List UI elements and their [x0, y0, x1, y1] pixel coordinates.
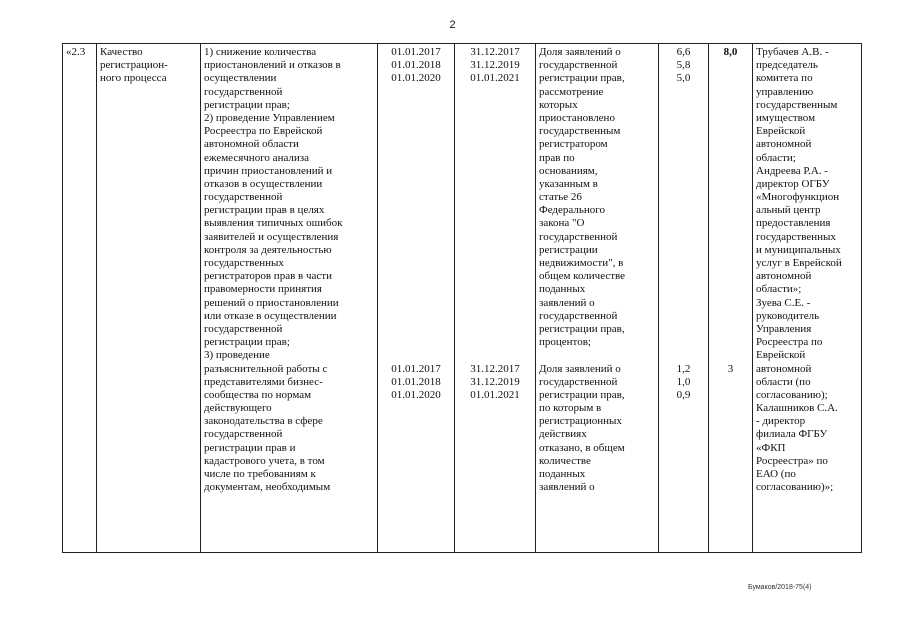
cell-line: общем количестве: [539, 270, 626, 283]
cell-line: 01.01.2018: [391, 59, 441, 72]
cell-line: [662, 349, 705, 362]
cell-line: 3) проведение: [204, 349, 270, 362]
cell-line: [712, 191, 749, 204]
cell-line: [712, 244, 749, 257]
cell-line: ного процесса: [100, 72, 167, 85]
cell-line: регистрации прав в целях: [204, 204, 325, 217]
cell-line: филиала ФГБУ: [756, 428, 828, 441]
cell-line: председатель: [756, 59, 818, 72]
cell-line: регистрационных: [539, 415, 622, 428]
cell-line: государственной: [539, 375, 618, 388]
cell-line: указанным в: [539, 177, 598, 190]
cell-line: контроля за деятельностью: [204, 243, 332, 256]
cell-line: разъяснительной работы с: [204, 362, 328, 375]
cell-line: [381, 165, 451, 178]
cell-line: 31.12.2017: [470, 46, 520, 58]
cell-line: [458, 349, 532, 362]
cell-line: [662, 125, 705, 138]
cell-line: [381, 336, 451, 349]
cell-line: Калашников С.А.: [756, 402, 838, 415]
cell-measure-name: [97, 44, 201, 553]
cell-line: [381, 349, 451, 362]
cell-line: заявлений о: [539, 296, 595, 309]
cell-line: [458, 336, 532, 349]
cell-line: «ФКП: [756, 441, 786, 454]
cell-line: [712, 310, 749, 323]
cell-line: 8,0: [723, 46, 738, 58]
cell-end-dates: [455, 44, 536, 553]
cell-line: регистрацион-: [100, 59, 168, 72]
cell-line: «Многофункцион: [756, 191, 840, 204]
cell-line: [662, 323, 705, 336]
cell-line: [662, 257, 705, 270]
cell-line: [381, 191, 451, 204]
cell-line: выявления типичных ошибок: [204, 217, 343, 230]
cell-line: Доля заявлений о: [539, 46, 621, 58]
cell-line: [662, 152, 705, 165]
cell-line: имуществом: [756, 111, 816, 124]
cell-line: [662, 191, 705, 204]
cell-line: регистраторов прав в части: [204, 270, 332, 283]
cell-line: государственной: [539, 230, 618, 243]
cell-line: [662, 283, 705, 296]
cell-line: [381, 138, 451, 151]
cell-line: 01.01.2021: [470, 72, 520, 85]
cell-line: автономной: [756, 138, 812, 151]
cell-line: [458, 204, 532, 217]
cell-line: прав по: [539, 151, 575, 164]
cell-line: регистрации прав;: [204, 336, 290, 349]
cell-line: приостановлений и отказов в: [204, 59, 341, 72]
cell-line: регистратором: [539, 138, 608, 151]
cell-actions: [201, 44, 378, 553]
cell-line: согласованию)»;: [756, 481, 834, 494]
cell-line: Качество: [100, 46, 143, 58]
cell-line: ежемесячного анализа: [204, 151, 310, 164]
cell-line: [712, 270, 749, 283]
cell-line: регистрации прав;: [204, 98, 290, 111]
cell-line: Федерального: [539, 204, 606, 217]
cell-line: [712, 72, 749, 85]
cell-line: [662, 297, 705, 310]
cell-line: [662, 86, 705, 99]
cell-line: [662, 310, 705, 323]
cell-line: [662, 138, 705, 151]
cell-line: «2.3: [66, 46, 86, 58]
cell-line: заявителей и осуществления: [204, 230, 339, 243]
cell-line: правомерности принятия: [204, 283, 322, 296]
cell-line: [712, 257, 749, 270]
cell-line: 1,0: [676, 375, 691, 388]
cell-line: Еврейской: [756, 349, 806, 362]
cell-line: государственной: [539, 59, 618, 72]
cell-line: [662, 217, 705, 230]
cell-line: [381, 178, 451, 191]
cell-line: [662, 112, 705, 125]
cell-line: [662, 178, 705, 191]
cell-line: [662, 244, 705, 257]
cell-line: [381, 270, 451, 283]
cell-line: [381, 125, 451, 138]
cell-line: причин приостановлений и: [204, 164, 333, 177]
cell-line: [381, 231, 451, 244]
cell-line: [381, 217, 451, 230]
page-number: 2: [449, 19, 456, 31]
cell-line: действующего: [204, 402, 272, 415]
cell-line: государственной: [204, 85, 283, 98]
cell-line: альный центр: [756, 204, 821, 217]
cell-line: ЕАО (по: [756, 468, 796, 480]
cell-line: действиях: [539, 428, 587, 441]
cell-line: [458, 297, 532, 310]
cell-line: [458, 283, 532, 296]
cell-line: 01.01.2020: [391, 388, 441, 401]
cell-line: государственной: [204, 428, 283, 441]
cell-line: комитета по: [756, 72, 813, 85]
cell-line: области»;: [756, 283, 802, 296]
cell-line: [458, 323, 532, 336]
cell-line: [712, 165, 749, 178]
cell-line: законодательства в сфере: [204, 415, 323, 428]
cell-line: процентов;: [539, 336, 591, 349]
cell-line: 6,6: [676, 46, 691, 58]
cell-line: государственным: [539, 125, 621, 138]
cell-line: услуг в Еврейской: [756, 257, 842, 269]
cell-line: регистрации прав,: [539, 322, 625, 335]
cell-line: [662, 165, 705, 178]
cell-line: предоставления: [756, 217, 831, 230]
cell-line: регистрации: [539, 243, 598, 256]
cell-line: [712, 217, 749, 230]
cell-line: числе по требованиям к: [204, 468, 316, 480]
cell-line: государственных: [204, 257, 284, 269]
cell-line: [381, 152, 451, 165]
cell-line: отказано, в общем: [539, 441, 625, 454]
cell-line: [712, 125, 749, 138]
cell-line: и муниципальных: [756, 243, 841, 256]
cell-line: [712, 283, 749, 296]
cell-line: [712, 86, 749, 99]
cell-line: [381, 204, 451, 217]
cell-line: 0,9: [676, 388, 691, 401]
cell-line: Росреестра по Еврейской: [204, 125, 323, 138]
cell-line: Росреестра по: [756, 336, 823, 349]
cell-line: 01.01.2021: [470, 388, 520, 401]
cell-line: [381, 112, 451, 125]
cell-line: [458, 244, 532, 257]
cell-line: или отказе в осуществлении: [204, 309, 337, 322]
cell-line: государственной: [204, 191, 283, 204]
cell-indicator: [536, 44, 659, 553]
cell-target-value: [709, 44, 753, 553]
cell-line: 3: [727, 362, 734, 375]
cell-line: 1,2: [676, 362, 691, 375]
cell-line: [381, 86, 451, 99]
cell-line: [381, 99, 451, 112]
cell-indicator-values: [659, 44, 709, 553]
cell-line: закона "О: [539, 217, 585, 230]
cell-line: регистрации прав и: [204, 441, 296, 454]
cell-line: [712, 349, 749, 362]
cell-line: [712, 112, 749, 125]
cell-line: Доля заявлений о: [539, 362, 621, 375]
cell-line: [662, 204, 705, 217]
cell-line: [458, 270, 532, 283]
cell-line: 1) снижение количества: [204, 46, 317, 58]
cell-line: недвижимости", в: [539, 257, 624, 269]
cell-line: [712, 336, 749, 349]
cell-line: [381, 297, 451, 310]
cell-line: [712, 323, 749, 336]
cell-line: кадастрового учета, в том: [204, 454, 325, 467]
cell-line: [458, 99, 532, 112]
cell-line: осуществлении: [204, 72, 277, 85]
cell-line: [662, 231, 705, 244]
cell-line: [458, 217, 532, 230]
cell-responsible: [753, 44, 862, 553]
cell-line: сообщества по нормам: [204, 388, 312, 401]
cell-line: государственных: [756, 230, 836, 243]
cell-line: [712, 59, 749, 72]
cell-line: [712, 152, 749, 165]
cell-line: 01.01.2018: [391, 375, 441, 388]
cell-line: по которым в: [539, 402, 602, 415]
cell-line: - директор: [756, 415, 806, 428]
cell-line: Еврейской: [756, 125, 806, 138]
cell-start-dates: [378, 44, 455, 553]
cell-line: руководитель: [756, 309, 820, 322]
cell-line: управлению: [756, 85, 814, 98]
cell-line: [539, 349, 655, 362]
cell-line: 5,8: [676, 59, 691, 72]
cell-line: директор ОГБУ: [756, 177, 830, 190]
cell-line: государственной: [539, 309, 618, 322]
footer-code: Бумаков/2018-75(4): [748, 584, 812, 591]
cell-line: заявлений о: [539, 481, 595, 494]
cell-line: 2) проведение Управлением: [204, 111, 335, 124]
cell-line: [712, 138, 749, 151]
cell-item-number: [63, 44, 97, 553]
cell-line: [381, 310, 451, 323]
cell-line: [381, 244, 451, 257]
cell-line: [458, 125, 532, 138]
cell-line: решений о приостановлении: [204, 296, 339, 309]
cell-line: Андреева Р.А. -: [756, 164, 828, 177]
cell-line: [662, 99, 705, 112]
cell-line: которых: [539, 98, 578, 111]
cell-line: автономной: [756, 270, 812, 283]
cell-line: [712, 178, 749, 191]
cell-line: 5,0: [676, 72, 691, 85]
cell-line: 31.12.2019: [470, 59, 520, 72]
cell-line: [458, 191, 532, 204]
cell-line: отказов в осуществлении: [204, 177, 323, 190]
cell-line: основаниям,: [539, 164, 598, 177]
cell-line: автономной области: [204, 138, 299, 151]
cell-line: [458, 178, 532, 191]
cell-line: [381, 283, 451, 296]
cell-line: Росреестра» по: [756, 454, 828, 467]
cell-line: регистрации прав,: [539, 388, 625, 401]
cell-line: 01.01.2017: [391, 362, 441, 375]
cell-line: регистрации прав,: [539, 72, 625, 85]
cell-line: [458, 231, 532, 244]
cell-line: [662, 336, 705, 349]
cell-line: области;: [756, 151, 796, 164]
cell-line: [458, 112, 532, 125]
cell-line: [381, 323, 451, 336]
cell-line: поданных: [539, 468, 586, 480]
cell-line: [662, 270, 705, 283]
cell-line: Управления: [756, 322, 812, 335]
cell-line: представителями бизнес-: [204, 375, 323, 388]
cell-line: [458, 165, 532, 178]
cell-line: 31.12.2019: [470, 375, 520, 388]
cell-line: [381, 257, 451, 270]
cell-line: приостановлено: [539, 111, 615, 124]
cell-line: [712, 204, 749, 217]
measures-table: [62, 43, 862, 553]
cell-line: [458, 310, 532, 323]
cell-line: документам, необходимым: [204, 481, 331, 494]
cell-line: количестве: [539, 454, 591, 467]
cell-line: 01.01.2020: [391, 72, 441, 85]
cell-line: статье 26: [539, 191, 582, 204]
cell-line: 31.12.2017: [470, 362, 520, 375]
cell-line: Зуева С.Е. -: [756, 296, 811, 309]
cell-line: автономной: [756, 362, 812, 375]
cell-line: [712, 297, 749, 310]
cell-line: Трубачев А.В. -: [756, 46, 829, 58]
cell-line: [458, 138, 532, 151]
cell-line: области (по: [756, 375, 811, 388]
cell-line: [458, 86, 532, 99]
cell-line: государственным: [756, 98, 838, 111]
cell-line: [458, 152, 532, 165]
cell-line: поданных: [539, 283, 586, 296]
cell-line: [458, 257, 532, 270]
cell-line: государственной: [204, 322, 283, 335]
cell-line: [712, 231, 749, 244]
cell-line: 01.01.2017: [391, 46, 441, 58]
cell-line: рассмотрение: [539, 85, 604, 98]
cell-line: согласованию);: [756, 388, 828, 401]
cell-line: [712, 99, 749, 112]
table-row: [63, 44, 862, 553]
